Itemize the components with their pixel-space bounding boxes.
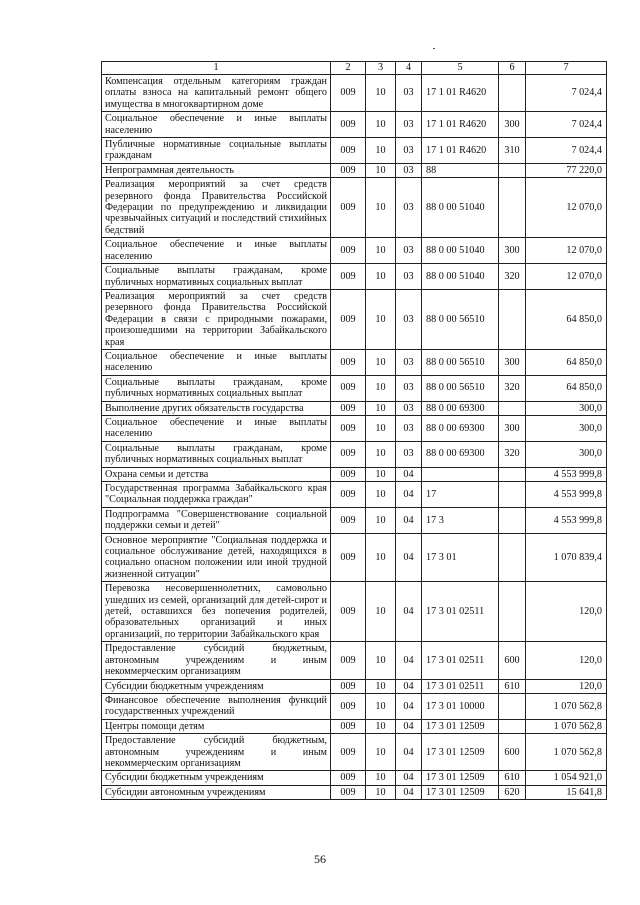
subsection-code-cell: 03	[396, 375, 422, 401]
expense-type-cell: 320	[499, 264, 526, 290]
row-name-cell: Непрограммная деятельность	[102, 163, 331, 177]
header-cell: 2	[331, 62, 366, 75]
target-article-cell: 17 3 01 02511	[422, 582, 499, 642]
row-name-cell: Перевозка несовершеннолетних, самовольно ушедших из семей, организаций для детей-сирот и детей, оставшихся без попечения родителей, образовательных организаций и иных организаций, по территории Забайкальского края	[102, 582, 331, 642]
table-row	[102, 507, 607, 533]
ministry-code-cell: 009	[331, 264, 366, 290]
section-code-cell: 10	[366, 482, 396, 508]
expense-type-cell	[499, 582, 526, 642]
amount-cell: 7 024,4	[526, 75, 607, 112]
target-article-cell: 88 0 00 56510	[422, 375, 499, 401]
subsection-code-cell: 04	[396, 693, 422, 719]
ministry-code-cell: 009	[331, 582, 366, 642]
expense-type-cell: 300	[499, 238, 526, 264]
section-code-cell: 10	[366, 693, 396, 719]
table-row	[102, 163, 607, 177]
ministry-code-cell: 009	[331, 349, 366, 375]
subsection-code-cell: 03	[396, 138, 422, 164]
expense-type-cell: 320	[499, 375, 526, 401]
row-name-cell: Охрана семьи и детства	[102, 467, 331, 481]
amount-cell: 12 070,0	[526, 264, 607, 290]
table-row	[102, 785, 607, 799]
amount-cell: 4 553 999,8	[526, 482, 607, 508]
subsection-code-cell: 03	[396, 75, 422, 112]
section-code-cell: 10	[366, 415, 396, 441]
section-code-cell: 10	[366, 178, 396, 238]
table-row	[102, 693, 607, 719]
target-article-cell: 17 3 01 02511	[422, 642, 499, 679]
expense-type-cell: 610	[499, 679, 526, 693]
ministry-code-cell: 009	[331, 642, 366, 679]
table-row	[102, 415, 607, 441]
table-row	[102, 719, 607, 733]
section-code-cell: 10	[366, 642, 396, 679]
subsection-code-cell: 04	[396, 734, 422, 771]
amount-cell: 1 070 839,4	[526, 533, 607, 582]
table-row	[102, 75, 607, 112]
target-article-cell: 17 3 01 12509	[422, 771, 499, 785]
amount-cell: 77 220,0	[526, 163, 607, 177]
expense-type-cell: 310	[499, 138, 526, 164]
table-row	[102, 112, 607, 138]
expense-type-cell: 300	[499, 112, 526, 138]
target-article-cell: 17 3 01 10000	[422, 693, 499, 719]
row-name-cell: Реализация мероприятий за счет средств резервного фонда Правительства Российской Федерации в связи с природными пожарами, произошедшими на территории Забайкальского края	[102, 289, 331, 349]
section-code-cell: 10	[366, 401, 396, 415]
row-name-cell: Публичные нормативные социальные выплаты гражданам	[102, 138, 331, 164]
target-article-cell: 88 0 00 69300	[422, 415, 499, 441]
amount-cell: 15 641,8	[526, 785, 607, 799]
header-cell: 1	[102, 62, 331, 75]
section-code-cell: 10	[366, 467, 396, 481]
table-row	[102, 264, 607, 290]
ministry-code-cell: 009	[331, 507, 366, 533]
ministry-code-cell: 009	[331, 112, 366, 138]
header-cell: 3	[366, 62, 396, 75]
expense-type-cell	[499, 401, 526, 415]
section-code-cell: 10	[366, 785, 396, 799]
section-code-cell: 10	[366, 112, 396, 138]
table-row	[102, 441, 607, 467]
row-name-cell: Основное мероприятие "Социальная поддержка и социальное обслуживание детей, находящихся в социально опасном положении или иной трудной жизненной ситуации"	[102, 533, 331, 582]
target-article-cell: 17 1 01 R4620	[422, 75, 499, 112]
row-name-cell: Субсидии бюджетным учреждениям	[102, 679, 331, 693]
ministry-code-cell: 009	[331, 734, 366, 771]
table-body	[102, 62, 607, 800]
table-row	[102, 467, 607, 481]
target-article-cell: 17 3 01 12509	[422, 785, 499, 799]
amount-cell: 64 850,0	[526, 375, 607, 401]
ministry-code-cell: 009	[331, 533, 366, 582]
target-article-cell: 88 0 00 51040	[422, 178, 499, 238]
target-article-cell: 88	[422, 163, 499, 177]
expense-type-cell	[499, 507, 526, 533]
row-name-cell: Субсидии автономным учреждениям	[102, 785, 331, 799]
ministry-code-cell: 009	[331, 441, 366, 467]
table-row	[102, 533, 607, 582]
amount-cell: 12 070,0	[526, 238, 607, 264]
row-name-cell: Социальные выплаты гражданам, кроме публичных нормативных социальных выплат	[102, 264, 331, 290]
ministry-code-cell: 009	[331, 482, 366, 508]
amount-cell: 4 553 999,8	[526, 507, 607, 533]
expense-type-cell	[499, 467, 526, 481]
expense-type-cell	[499, 289, 526, 349]
amount-cell: 300,0	[526, 415, 607, 441]
row-name-cell: Реализация мероприятий за счет средств резервного фонда Правительства Российской Федерации по предупреждению и ликвидации чрезвычайных ситуаций и последствий стихийных бедствий	[102, 178, 331, 238]
table-row	[102, 138, 607, 164]
amount-cell: 4 553 999,8	[526, 467, 607, 481]
ministry-code-cell: 009	[331, 163, 366, 177]
subsection-code-cell: 04	[396, 582, 422, 642]
subsection-code-cell: 03	[396, 163, 422, 177]
amount-cell: 1 070 562,8	[526, 693, 607, 719]
expense-type-cell: 600	[499, 734, 526, 771]
header-cell: 4	[396, 62, 422, 75]
amount-cell: 120,0	[526, 582, 607, 642]
ministry-code-cell: 009	[331, 75, 366, 112]
expense-type-cell: 320	[499, 441, 526, 467]
expense-type-cell	[499, 163, 526, 177]
header-row	[102, 62, 607, 75]
expense-type-cell: 610	[499, 771, 526, 785]
target-article-cell: 17 3 01 12509	[422, 734, 499, 771]
section-code-cell: 10	[366, 507, 396, 533]
amount-cell: 7 024,4	[526, 112, 607, 138]
amount-cell: 1 054 921,0	[526, 771, 607, 785]
ministry-code-cell: 009	[331, 719, 366, 733]
table-row	[102, 401, 607, 415]
amount-cell: 1 070 562,8	[526, 734, 607, 771]
expense-type-cell	[499, 693, 526, 719]
subsection-code-cell: 04	[396, 467, 422, 481]
subsection-code-cell: 04	[396, 785, 422, 799]
row-name-cell: Социальное обеспечение и иные выплаты населению	[102, 238, 331, 264]
header-cell: 7	[526, 62, 607, 75]
row-name-cell: Предоставление субсидий бюджетным, автономным учреждениям и иным некоммерческим организациям	[102, 642, 331, 679]
page-number: 56	[314, 852, 326, 866]
row-name-cell: Социальные выплаты гражданам, кроме публичных нормативных социальных выплат	[102, 441, 331, 467]
subsection-code-cell: 03	[396, 238, 422, 264]
section-code-cell: 10	[366, 375, 396, 401]
section-code-cell: 10	[366, 264, 396, 290]
target-article-cell: 88 0 00 69300	[422, 401, 499, 415]
table-row	[102, 771, 607, 785]
section-code-cell: 10	[366, 441, 396, 467]
section-code-cell: 10	[366, 75, 396, 112]
target-article-cell: 88 0 00 56510	[422, 289, 499, 349]
expense-type-cell	[499, 482, 526, 508]
ministry-code-cell: 009	[331, 289, 366, 349]
table-row	[102, 679, 607, 693]
expense-type-cell: 620	[499, 785, 526, 799]
section-code-cell: 10	[366, 138, 396, 164]
ministry-code-cell: 009	[331, 138, 366, 164]
table-row	[102, 178, 607, 238]
table-row	[102, 582, 607, 642]
header-cell: 5	[422, 62, 499, 75]
table-row	[102, 734, 607, 771]
section-code-cell: 10	[366, 719, 396, 733]
amount-cell: 300,0	[526, 401, 607, 415]
expense-type-cell: 300	[499, 349, 526, 375]
subsection-code-cell: 03	[396, 178, 422, 238]
row-name-cell: Центры помощи детям	[102, 719, 331, 733]
target-article-cell: 88 0 00 56510	[422, 349, 499, 375]
subsection-code-cell: 04	[396, 533, 422, 582]
table-row	[102, 482, 607, 508]
table-row	[102, 349, 607, 375]
section-code-cell: 10	[366, 771, 396, 785]
amount-cell: 300,0	[526, 441, 607, 467]
amount-cell: 120,0	[526, 642, 607, 679]
target-article-cell: 88 0 00 69300	[422, 441, 499, 467]
budget-table	[101, 61, 607, 800]
expense-type-cell	[499, 719, 526, 733]
row-name-cell: Социальное обеспечение и иные выплаты населению	[102, 112, 331, 138]
section-code-cell: 10	[366, 533, 396, 582]
row-name-cell: Социальные выплаты гражданам, кроме публичных нормативных социальных выплат	[102, 375, 331, 401]
header-cell: 6	[499, 62, 526, 75]
ministry-code-cell: 009	[331, 178, 366, 238]
target-article-cell: 17 3 01 02511	[422, 679, 499, 693]
expense-type-cell: 600	[499, 642, 526, 679]
row-name-cell: Субсидии бюджетным учреждениям	[102, 771, 331, 785]
amount-cell: 12 070,0	[526, 178, 607, 238]
section-code-cell: 10	[366, 679, 396, 693]
ministry-code-cell: 009	[331, 238, 366, 264]
row-name-cell: Подпрограмма "Совершенствование социальной поддержки семьи и детей"	[102, 507, 331, 533]
table-row	[102, 289, 607, 349]
subsection-code-cell: 03	[396, 289, 422, 349]
ministry-code-cell: 009	[331, 771, 366, 785]
ministry-code-cell: 009	[331, 679, 366, 693]
amount-cell: 64 850,0	[526, 289, 607, 349]
subsection-code-cell: 03	[396, 349, 422, 375]
target-article-cell: 17 1 01 R4620	[422, 112, 499, 138]
section-code-cell: 10	[366, 349, 396, 375]
target-article-cell: 17 3 01	[422, 533, 499, 582]
subsection-code-cell: 03	[396, 264, 422, 290]
subsection-code-cell: 04	[396, 642, 422, 679]
section-code-cell: 10	[366, 734, 396, 771]
subsection-code-cell: 04	[396, 771, 422, 785]
table-row	[102, 238, 607, 264]
subsection-code-cell: 04	[396, 482, 422, 508]
subsection-code-cell: 04	[396, 507, 422, 533]
amount-cell: 1 070 562,8	[526, 719, 607, 733]
table-row	[102, 642, 607, 679]
row-name-cell: Финансовое обеспечение выполнения функций государственных учреждений	[102, 693, 331, 719]
amount-cell: 64 850,0	[526, 349, 607, 375]
subsection-code-cell: 03	[396, 415, 422, 441]
expense-type-cell	[499, 533, 526, 582]
subsection-code-cell: 03	[396, 112, 422, 138]
target-article-cell: 17 3 01 12509	[422, 719, 499, 733]
row-name-cell: Выполнение других обязательств государства	[102, 401, 331, 415]
ministry-code-cell: 009	[331, 693, 366, 719]
expense-type-cell: 300	[499, 415, 526, 441]
row-name-cell: Социальное обеспечение и иные выплаты населению	[102, 349, 331, 375]
ministry-code-cell: 009	[331, 467, 366, 481]
ministry-code-cell: 009	[331, 785, 366, 799]
target-article-cell: 17 1 01 R4620	[422, 138, 499, 164]
ministry-code-cell: 009	[331, 401, 366, 415]
target-article-cell: 17 3	[422, 507, 499, 533]
section-code-cell: 10	[366, 238, 396, 264]
target-article-cell: 88 0 00 51040	[422, 238, 499, 264]
scan-speck	[433, 48, 435, 49]
subsection-code-cell: 04	[396, 719, 422, 733]
subsection-code-cell: 03	[396, 441, 422, 467]
ministry-code-cell: 009	[331, 415, 366, 441]
row-name-cell: Государственная программа Забайкальского края "Социальная поддержка граждан"	[102, 482, 331, 508]
expense-type-cell	[499, 178, 526, 238]
target-article-cell: 88 0 00 51040	[422, 264, 499, 290]
section-code-cell: 10	[366, 582, 396, 642]
section-code-cell: 10	[366, 163, 396, 177]
expense-type-cell	[499, 75, 526, 112]
table-row	[102, 375, 607, 401]
subsection-code-cell: 03	[396, 401, 422, 415]
section-code-cell: 10	[366, 289, 396, 349]
target-article-cell: 17	[422, 482, 499, 508]
target-article-cell	[422, 467, 499, 481]
amount-cell: 120,0	[526, 679, 607, 693]
amount-cell: 7 024,4	[526, 138, 607, 164]
ministry-code-cell: 009	[331, 375, 366, 401]
subsection-code-cell: 04	[396, 679, 422, 693]
row-name-cell: Компенсация отдельным категориям граждан оплаты взноса на капитальный ремонт общего имущества в многоквартирном доме	[102, 75, 331, 112]
row-name-cell: Социальное обеспечение и иные выплаты населению	[102, 415, 331, 441]
row-name-cell: Предоставление субсидий бюджетным, автономным учреждениям и иным некоммерческим организациям	[102, 734, 331, 771]
